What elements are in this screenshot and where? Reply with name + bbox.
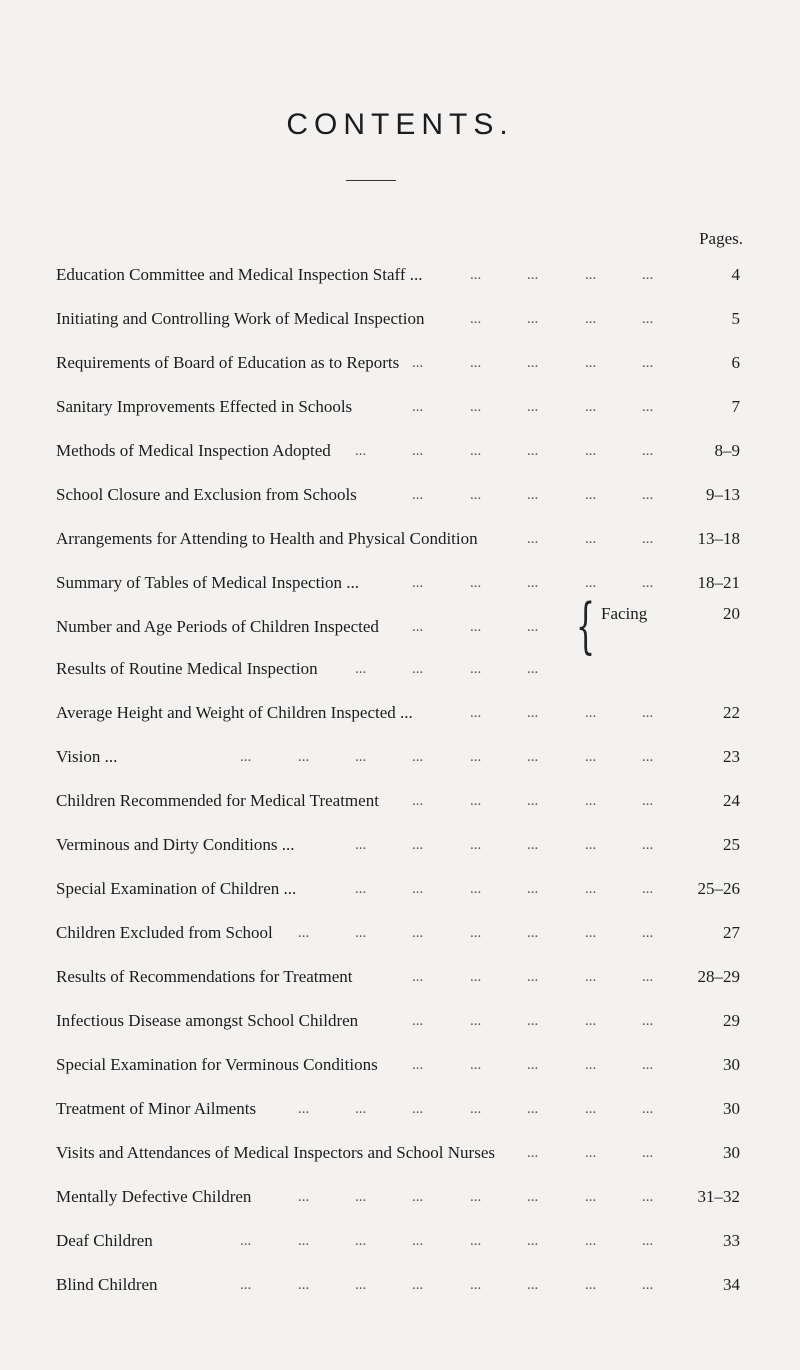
contents-entry: Summary of Tables of Medical Inspection ... 18–21 ... ... ... ... ... [56,573,740,592]
entry-label: Visits and Attendances of Medical Inspectors and School Nurses [56,1143,495,1162]
contents-entry: Special Examination of Children ... 25–26 ... ... ... ... ... ... [56,879,740,898]
entry-label: Blind Children [56,1275,158,1294]
entry-page: 8–9 [714,441,740,460]
entry-page: 31–32 [697,1187,740,1206]
entry-label: Results of Recommendations for Treatment [56,967,353,986]
entry-page: 7 [731,397,740,416]
contents-entry: Verminous and Dirty Conditions ... 25 ... ... ... ... ... ... [56,835,740,854]
entry-page: 30 [723,1055,740,1074]
entry-page: 23 [723,747,740,766]
contents-entry: Number and Age Periods of Children Inspected ... ... ... [56,617,539,636]
entry-page: 33 [723,1231,740,1250]
entry-page: 34 [723,1275,740,1294]
contents-entry: Arrangements for Attending to Health and Physical Condition 13–18 ... ... ... [56,529,740,548]
contents-entry: Visits and Attendances of Medical Inspectors and School Nurses 30 ... ... ... [56,1143,740,1162]
entry-page: 5 [731,309,740,328]
entry-page: 9–13 [706,485,740,504]
entry-page: 29 [723,1011,740,1030]
entry-label: Vision ... [56,747,118,766]
entry-label: Initiating and Controlling Work of Medical Inspection [56,309,425,328]
entry-label: Mentally Defective Children [56,1187,252,1206]
facing-label: Facing [601,604,648,623]
entry-label: Sanitary Improvements Effected in Schools [56,397,353,416]
entry-page: 4 [731,265,740,284]
entry-label: Treatment of Minor Ailments [56,1099,257,1118]
entry-page: 27 [723,923,740,942]
entry-page: 25–26 [697,879,740,898]
entry-page: 24 [723,791,740,810]
contents-entry: Treatment of Minor Ailments 30 ... ... ... ... ... ... ... [56,1099,740,1118]
contents-entry: Infectious Disease amongst School Children 29 ... ... ... ... ... [56,1011,740,1030]
entry-label: School Closure and Exclusion from Schools [56,485,357,504]
entry-label: Children Excluded from School [56,923,273,942]
entry-label: Deaf Children [56,1231,153,1250]
entry-label: Education Committee and Medical Inspection Staff ... [56,265,423,284]
contents-entry: Blind Children 34 ... ... ... ... ... ... ... ... [56,1275,740,1294]
contents-entry: Results of Recommendations for Treatment 28–29 ... ... ... ... ... [56,967,740,986]
pages-column-header: Pages. [699,229,743,248]
contents-entry: Methods of Medical Inspection Adopted 8–9 ... ... ... ... ... ... [56,441,740,460]
entry-label: Number and Age Periods of Children Inspected [56,617,379,636]
entry-label: Average Height and Weight of Children Inspected ... [56,703,413,722]
contents-entry: Results of Routine Medical Inspection ... ... ... ... [56,659,539,678]
contents-entry: Requirements of Board of Education as to Reports 6 ... ... ... ... ... [56,353,740,372]
entry-label: Infectious Disease amongst School Children [56,1011,359,1030]
contents-entry: Average Height and Weight of Children Inspected ... 22 ... ... ... ... [56,703,740,722]
contents-entry: Initiating and Controlling Work of Medical Inspection 5 ... ... ... ... [56,309,740,328]
entry-page: 22 [723,703,740,722]
page-title: CONTENTS. [286,108,514,141]
entry-page: 6 [731,353,740,372]
title-rule [346,180,396,181]
entry-page: 18–21 [697,573,740,592]
contents-entry: Mentally Defective Children 31–32 ... ... ... ... ... ... ... [56,1187,740,1206]
entry-label: Requirements of Board of Education as to Reports [56,353,400,372]
facing-page: 20 [723,604,740,623]
entry-page: 30 [723,1099,740,1118]
entry-label: Methods of Medical Inspection Adopted [56,441,331,460]
entry-label: Special Examination for Verminous Conditions [56,1055,378,1074]
contents-entry: Education Committee and Medical Inspection Staff ... 4 ... ... ... ... [56,265,740,284]
contents-entry: Sanitary Improvements Effected in Schools 7 ... ... ... ... ... [56,397,740,416]
entry-label: Verminous and Dirty Conditions ... [56,835,295,854]
entry-label: Results of Routine Medical Inspection [56,659,318,678]
entry-page: 30 [723,1143,740,1162]
entry-label: Summary of Tables of Medical Inspection ... [56,573,360,592]
contents-entry: Special Examination for Verminous Conditions 30 ... ... ... ... ... [56,1055,740,1074]
entry-page: 25 [723,835,740,854]
entry-page: 28–29 [697,967,740,986]
contents-entry: Children Recommended for Medical Treatment 24 ... ... ... ... ... [56,791,740,810]
entry-label: Special Examination of Children ... [56,879,297,898]
contents-entry: Deaf Children 33 ... ... ... ... ... ... ... ... [56,1231,740,1250]
entry-label: Children Recommended for Medical Treatment [56,791,379,810]
brace-icon: { [576,591,596,661]
contents-entry: Children Excluded from School 27 ... ... ... ... ... ... ... [56,923,740,942]
entry-label: Arrangements for Attending to Health and Physical Condition [56,529,478,548]
contents-entry: School Closure and Exclusion from Schools 9–13 ... ... ... ... ... [56,485,740,504]
contents-entry: Vision ... 23 ... ... ... ... ... ... ... ... [56,747,740,766]
entry-page: 13–18 [697,529,740,548]
